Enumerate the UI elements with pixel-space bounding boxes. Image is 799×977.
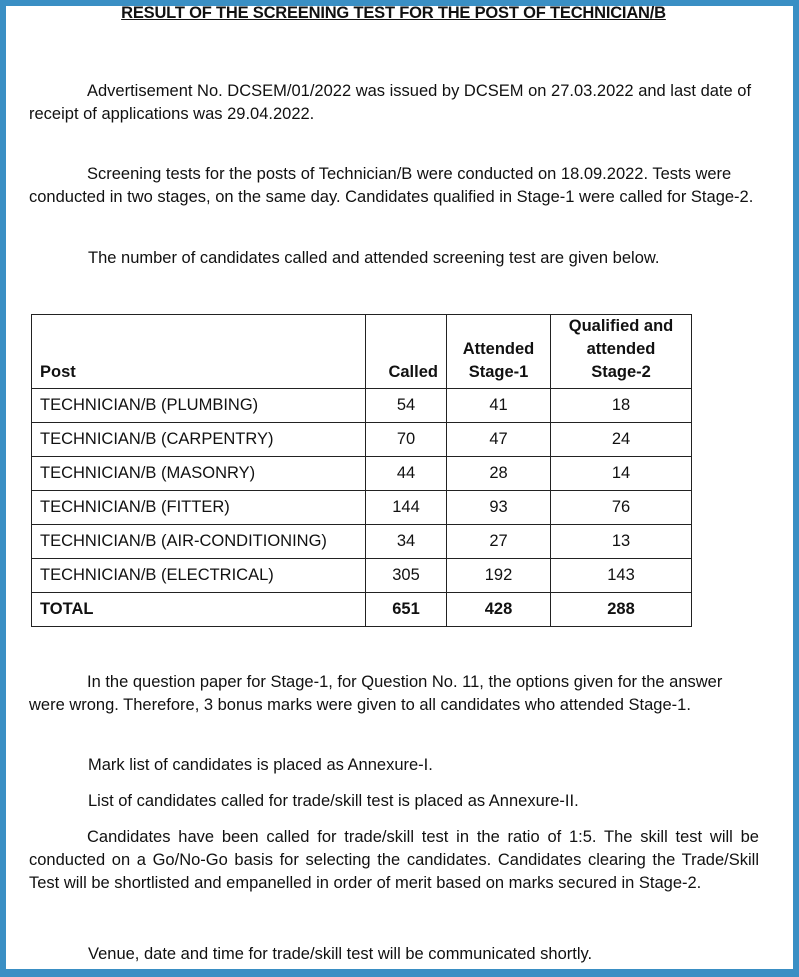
cell-attended: 28 [447, 457, 551, 491]
cell-post: TECHNICIAN/B (CARPENTRY) [32, 423, 366, 457]
cell-qualified: 14 [551, 457, 692, 491]
table-row [32, 423, 692, 457]
paragraph-table-intro: The number of candidates called and attended screening test are given below. [88, 249, 660, 267]
cell-attended: 41 [447, 389, 551, 423]
cell-attended: 47 [447, 423, 551, 457]
cell-called: 44 [366, 457, 447, 491]
cell-attended: 192 [447, 559, 551, 593]
results-table [31, 314, 692, 627]
cell-post: TECHNICIAN/B (PLUMBING) [32, 389, 366, 423]
paragraph-bonus: In the question paper for Stage-1, for Question No. 11, the options given for the answer were wrong. Therefore, 3 bonus marks were given to all candidates who attended Stage-1. [29, 673, 723, 714]
table-header-row [32, 315, 692, 389]
cell-total-attended: 428 [447, 593, 551, 627]
cell-qualified: 13 [551, 525, 692, 559]
cell-post: TECHNICIAN/B (AIR-CONDITIONING) [32, 525, 366, 559]
cell-total-label: TOTAL [32, 593, 366, 627]
cell-post: TECHNICIAN/B (FITTER) [32, 491, 366, 525]
cell-called: 54 [366, 389, 447, 423]
paragraph-screening: Screening tests for the posts of Technician/B were conducted on 18.09.2022. Tests were conducted in two stages, on the same day. Candidates qualified in Stage-1 were called for Stage-2. [29, 165, 754, 206]
cell-qualified: 24 [551, 423, 692, 457]
header-attended-stage1: Attended Stage-1 [447, 315, 551, 389]
cell-qualified: 18 [551, 389, 692, 423]
document-title: RESULT OF THE SCREENING TEST FOR THE POST OF TECHNICIAN/B [121, 4, 666, 22]
table-row [32, 559, 692, 593]
cell-total-called: 651 [366, 593, 447, 627]
cell-attended: 27 [447, 525, 551, 559]
paragraph-venue: Venue, date and time for trade/skill test will be communicated shortly. [88, 945, 593, 963]
cell-attended: 93 [447, 491, 551, 525]
cell-called: 144 [366, 491, 447, 525]
cell-called: 305 [366, 559, 447, 593]
paragraph-annexure-1: Mark list of candidates is placed as Annexure-I. [88, 756, 433, 774]
header-called: Called [366, 315, 447, 389]
table-row [32, 491, 692, 525]
cell-total-qualified: 288 [551, 593, 692, 627]
table-row [32, 389, 692, 423]
paragraph-skill-test: Candidates have been called for trade/skill test in the ratio of 1:5. The skill test will be conducted on a Go/No-Go basis for selecting the candidates. Candidates clearing the Trade/Skill Test will be shortlisted and empanelled in order of merit based on marks secured in Stage-2. [29, 828, 759, 892]
cell-qualified: 76 [551, 491, 692, 525]
table-total-row [32, 593, 692, 627]
paragraph-advertisement: Advertisement No. DCSEM/01/2022 was issued by DCSEM on 27.03.2022 and last date of receipt of applications was 29.04.2022. [29, 82, 752, 123]
header-qualified-stage2: Qualified and attended Stage-2 [551, 315, 692, 389]
paragraph-annexure-2: List of candidates called for trade/skill test is placed as Annexure-II. [88, 792, 579, 810]
table-row [32, 525, 692, 559]
cell-called: 34 [366, 525, 447, 559]
cell-qualified: 143 [551, 559, 692, 593]
cell-called: 70 [366, 423, 447, 457]
cell-post: TECHNICIAN/B (MASONRY) [32, 457, 366, 491]
cell-post: TECHNICIAN/B (ELECTRICAL) [32, 559, 366, 593]
header-post: Post [32, 315, 366, 389]
table-row [32, 457, 692, 491]
